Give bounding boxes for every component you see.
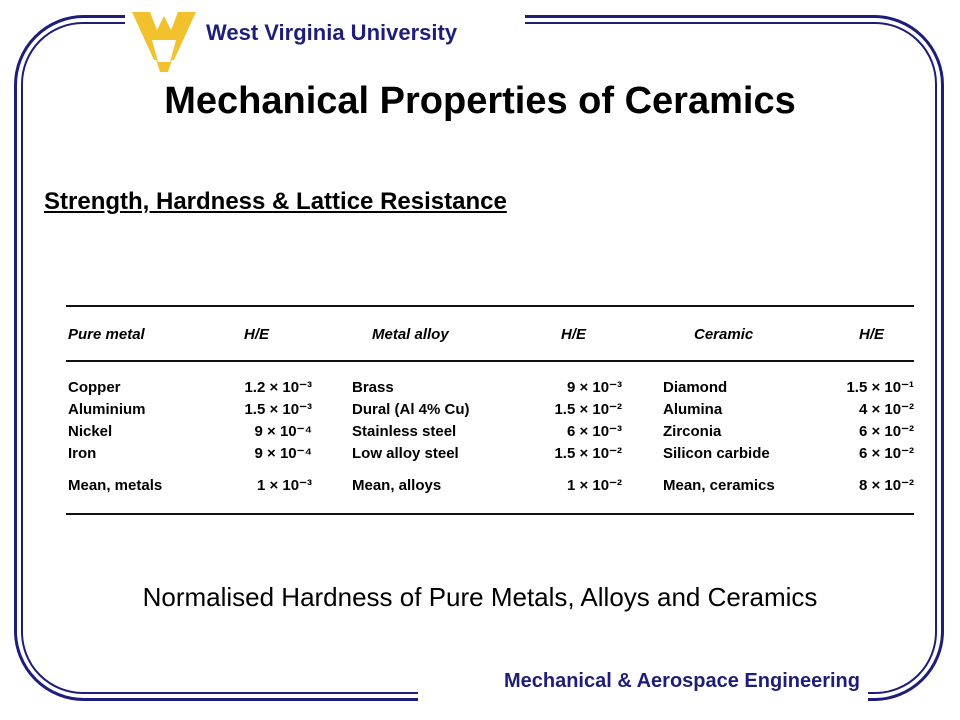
header-he-ceramic: H/E [859, 326, 885, 343]
table-cell: Mean, metals [68, 477, 163, 494]
table-cell: Low alloy steel [352, 445, 459, 462]
section-heading: Strength, Hardness & Lattice Resistance [44, 188, 507, 215]
table-cell: Alumina [663, 401, 723, 418]
table-header-rule [66, 360, 914, 362]
table-cell: Aluminium [68, 401, 146, 418]
table-cell: Stainless steel [352, 423, 457, 440]
table-cell: Copper [68, 379, 121, 396]
table-cell: 1 × 10⁻³ [256, 477, 312, 494]
table-cell: 1.5 × 10⁻³ [244, 401, 312, 418]
university-name: West Virginia University [206, 20, 458, 45]
table-cell: Zirconia [663, 423, 722, 440]
header-he-metal: H/E [244, 326, 270, 343]
table-cell: 4 × 10⁻² [858, 401, 914, 418]
header-ceramic: Ceramic [694, 326, 754, 343]
table-cell: 6 × 10⁻² [858, 445, 914, 462]
table-cell: 1 × 10⁻² [566, 477, 622, 494]
table-cell: 9 × 10⁻³ [566, 379, 622, 396]
department-name: Mechanical & Aerospace Engineering [503, 670, 860, 692]
table-caption: Normalised Hardness of Pure Metals, Alloys and Ceramics [142, 582, 818, 612]
table-cell: Mean, ceramics [663, 477, 775, 494]
table-bottom-rule [66, 513, 914, 515]
table-cell: Mean, alloys [352, 477, 442, 494]
table-cell: Brass [352, 379, 394, 396]
flying-wv-logo-icon [130, 10, 198, 74]
table-cell: Nickel [68, 423, 113, 440]
table-cell: Dural (Al 4% Cu) [352, 401, 470, 418]
table-cell: 1.5 × 10⁻¹ [846, 379, 914, 396]
table-cell: 1.5 × 10⁻² [554, 401, 622, 418]
table-cell: 8 × 10⁻² [858, 477, 914, 494]
slide-title: Mechanical Properties of Ceramics [164, 80, 796, 122]
table-cell: 6 × 10⁻³ [566, 423, 622, 440]
header-he-alloy: H/E [561, 326, 587, 343]
table-cell: Diamond [663, 379, 728, 396]
hardness-table [66, 300, 916, 520]
table-cell: 9 × 10⁻⁴ [254, 423, 312, 440]
table-top-rule [66, 305, 914, 307]
table-cell: 1.5 × 10⁻² [554, 445, 622, 462]
table-cell: 1.2 × 10⁻³ [244, 379, 312, 396]
table-cell: Iron [68, 445, 97, 462]
header-pure-metal: Pure metal [68, 326, 145, 343]
header-metal-alloy: Metal alloy [372, 326, 449, 343]
table-cell: Silicon carbide [663, 445, 770, 462]
table-cell: 9 × 10⁻⁴ [254, 445, 312, 462]
table-cell: 6 × 10⁻² [858, 423, 914, 440]
